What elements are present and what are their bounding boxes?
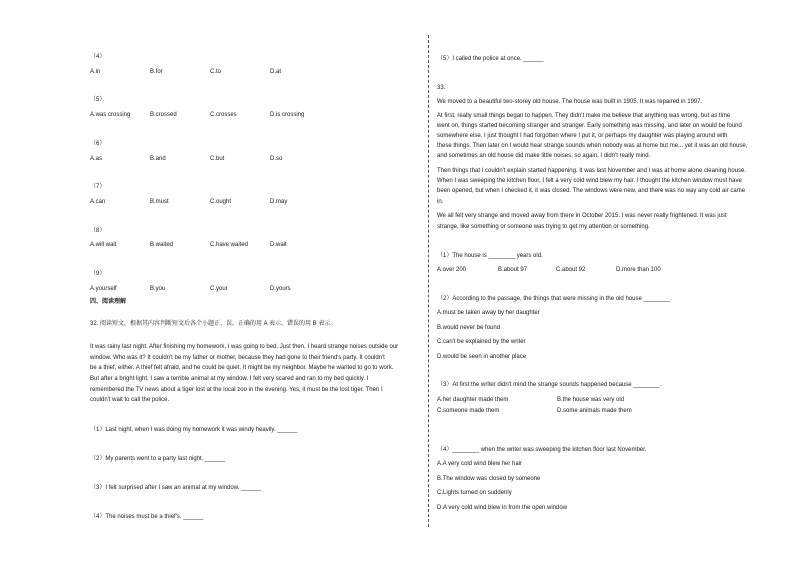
option-d: D.more than 100 bbox=[616, 267, 661, 273]
passage-line: But after a bright light, I saw a terrible animal at my window. I felt very scared and ran to my bed quickly. I bbox=[90, 376, 369, 382]
option-a: A.will wait bbox=[90, 242, 117, 248]
option-d: D.would be seen in another place bbox=[437, 354, 527, 360]
option-d: D.so bbox=[270, 156, 283, 162]
passage-line: be a thief, either. A thief felt afraid, and he could be quiet. It might be my neighbor. Maybe he wanted to go to work. bbox=[90, 365, 394, 371]
option-b: B.and bbox=[150, 156, 166, 162]
option-a: A.yourself bbox=[90, 286, 117, 292]
section-title: 四、阅读理解 bbox=[90, 299, 127, 305]
option-c: C.but bbox=[210, 156, 225, 162]
passage-paragraph-1: We moved to a beautiful two-storey old house. The house was built in 1905. It was repaired in 1997. bbox=[437, 99, 703, 105]
question-2-stem: （2）According to the passage, the things that were missing in the old house ________. bbox=[437, 296, 672, 302]
option-b: B.waited bbox=[150, 242, 174, 248]
statement-1: （1）Last night, when I was doing my homework it was windy heavily. ______ bbox=[90, 427, 298, 433]
item-number: （4） bbox=[90, 54, 106, 60]
passage-line: When I was sweeping the kitchen floor, I felt a very cold wind blew my hair. I thought the kitchen window must have bbox=[437, 178, 742, 184]
option-c: C.to bbox=[210, 69, 222, 75]
option-b: B.about 97 bbox=[498, 267, 528, 273]
option-a: A.over 200 bbox=[437, 267, 467, 273]
statement-3: （3）I felt surprised after I saw an animal at my window. ______ bbox=[90, 485, 262, 491]
passage-line: remembered the TV news about a tiger lost at the local zoo in the evening. Yes, it must be the lost tiger. Then I bbox=[90, 387, 383, 393]
option-d: D.at bbox=[270, 69, 282, 75]
option-b: B.the house was very old bbox=[557, 397, 625, 403]
option-a: A.her daughter made them bbox=[437, 397, 509, 403]
option-b: B.you bbox=[150, 286, 166, 292]
option-c: C.Lights turned on suddenly bbox=[437, 490, 512, 496]
option-b: B.for bbox=[150, 69, 163, 75]
passage-line: in. bbox=[437, 199, 444, 205]
passage-line: couldn't wait to call the police. bbox=[90, 397, 170, 403]
option-c: C.your bbox=[210, 286, 228, 292]
passage-line: these things. Then later on I would hear strange sounds when nobody was at home but me... yet it was an old house, bbox=[437, 143, 748, 149]
question-1-stem: （1）The house is ________ years old. bbox=[437, 253, 543, 259]
statement-5: （5）I called the police at once. ______ bbox=[437, 56, 544, 62]
question-3-stem: （3）At first the writer didn't mind the strange sounds happened because ________. bbox=[437, 382, 662, 388]
option-b: B.crossed bbox=[150, 112, 177, 118]
passage-line: window. Who was it? It couldn't be my father or mother, because they had gone to their friend's party. It couldn't bbox=[90, 355, 385, 361]
option-c: C.ought bbox=[210, 199, 232, 205]
option-b: B.would never be found bbox=[437, 325, 501, 331]
item-number: （9） bbox=[90, 271, 106, 277]
passage-line: We all felt very strange and moved away from there in October 2015. I was never really frightened. It was just bbox=[437, 213, 727, 219]
item-number: （8） bbox=[90, 228, 106, 234]
option-a: A.as bbox=[90, 156, 103, 162]
passage-line: strange, like something or someone was trying to get my attention or something. bbox=[437, 224, 650, 230]
passage-line: Then things that I couldn't explain started happening. It was last November and I was at home alone cleaning house. bbox=[437, 168, 747, 174]
passage-line: somewhere else. I just thought I had forgotten where I put it, or perhaps my daughter was playing around with bbox=[437, 133, 728, 139]
option-d: D.is crossing bbox=[270, 112, 305, 118]
option-d: D.A very cold wind blew in from the open window bbox=[437, 505, 568, 511]
question-33-number: 33. bbox=[437, 85, 446, 91]
passage-line: went on, things started becoming stranger and stranger. Early something was missing, and later on would be found bbox=[437, 123, 742, 129]
question-4-stem: （4）________ when the writer was sweeping the kitchen floor last November. bbox=[437, 447, 647, 453]
passage-line: and sometimes an old house did make little noises, so again, I didn't really mind. bbox=[437, 153, 651, 159]
option-b: B.The window was closed by someone bbox=[437, 476, 541, 482]
option-d: D.some animals made them bbox=[557, 408, 632, 414]
option-b: B.must bbox=[150, 199, 169, 205]
option-c: C.have waited bbox=[210, 242, 249, 248]
option-d: D.may bbox=[270, 199, 288, 205]
passage-line: It was rainy last night. After finishing my homework, I was going to bed. Just then, I heard strange noises outside our bbox=[90, 344, 399, 350]
option-c: C.crosses bbox=[210, 112, 237, 118]
option-a: A.must be taken away by her daughter bbox=[437, 310, 540, 316]
option-c: C.about 92 bbox=[556, 267, 586, 273]
item-number: （7） bbox=[90, 184, 106, 190]
option-a: A.in bbox=[90, 69, 101, 75]
option-a: A.A very cold wind blew her hair bbox=[437, 461, 523, 467]
option-a: A.can bbox=[90, 199, 106, 205]
option-d: D.yours bbox=[270, 286, 291, 292]
passage-line: At first, really small things began to happen. They didn't make me believe that anything was wrong, but as time bbox=[437, 113, 731, 119]
statement-2: （2）My parents went to a party last night. ______ bbox=[90, 456, 226, 462]
question-32-instruction: 32. 阅读短文，根据其内容判断短文后各个小题正、误。正确的用 A 表示，错误的用 B 表示。 bbox=[90, 321, 337, 327]
item-number: （6） bbox=[90, 141, 106, 147]
column-divider bbox=[428, 35, 429, 527]
item-number: （5） bbox=[90, 97, 106, 103]
option-c: C.someone made them bbox=[437, 408, 500, 414]
option-a: A.was crossing bbox=[90, 112, 131, 118]
passage-line: been opened, but when I checked it, it was closed. The windows were new, and there was no way any cold air came bbox=[437, 188, 746, 194]
statement-4: （4）The noises must be a thief's. ______ bbox=[90, 514, 204, 520]
option-c: C.can't be explained by the writer bbox=[437, 339, 526, 345]
option-d: D.wait bbox=[270, 242, 287, 248]
